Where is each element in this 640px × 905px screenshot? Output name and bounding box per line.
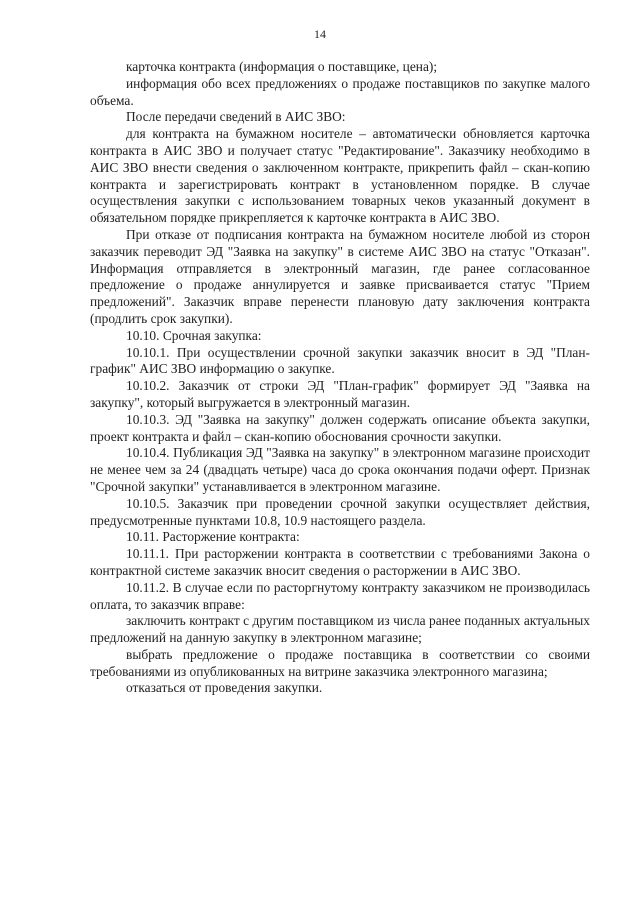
paragraph-paper-contract: для контракта на бумажном носителе – автоматически обновляется карточка контракта в АИС ЗВО и получает статус "Редактирование". Заказчику необходимо в АИС ЗВО внести сведения о заключенном контракте, прикрепить файл – скан-копию контракта и зарегистрировать контракт в установленном порядке. В случае осуществления закупки с использованием товарных чеков указанный документ в обязательном порядке прикрепляется к карточке контракта в АИС ЗВО. bbox=[90, 126, 590, 226]
document-body bbox=[90, 59, 590, 697]
paragraph-option-select: выбрать предложение о продаже поставщика в соответствии со своими требованиями из опубликованных на витрине заказчика электронного магазина; bbox=[90, 646, 590, 679]
page-number: 14 bbox=[314, 27, 326, 41]
paragraph-10-11-2: 10.11.2. В случае если по расторгнутому контракту заказчиком не производилась оплата, то заказчик вправе: bbox=[90, 579, 590, 612]
paragraph-offers-info: информация обо всех предложениях о продаже поставщиков по закупке малого объема. bbox=[90, 75, 590, 108]
paragraph-10-10-3: 10.10.3. ЭД "Заявка на закупку" должен содержать описание объекта закупки, проект контракта и файл – скан-копию обоснования срочности закупки. bbox=[90, 411, 590, 444]
paragraph-10-11-1: 10.11.1. При расторжении контракта в соответствии с требованиями Закона о контрактной системе заказчик вносит сведения о расторжении в АИС ЗВО. bbox=[90, 546, 590, 578]
paragraph-10-10-5: 10.10.5. Заказчик при проведении срочной закупки осуществляет действия, предусмотренные пунктами 10.8, 10.9 настоящего раздела. bbox=[90, 495, 590, 528]
paragraph-10-10-1: 10.10.1. При осуществлении срочной закупки заказчик вносит в ЭД "План-график" АИС ЗВО информацию о закупке. bbox=[90, 344, 590, 377]
heading-10-11: 10.11. Расторжение контракта: bbox=[126, 529, 300, 545]
paragraph-contract-card: карточка контракта (информация о поставщике, цена); bbox=[126, 59, 438, 74]
paragraph-10-10-4: 10.10.4. Публикация ЭД "Заявка на закупку" в электронном магазине происходит не менее чем за 24 (двадцать четыре) часа до срока окончания подачи оферт. Признак "Срочной закупки" устанавливается в электронном магазине. bbox=[90, 445, 590, 494]
paragraph-refusal: При отказе от подписания контракта на бумажном носителе любой из сторон заказчик переводит ЭД "Заявка на закупку" в системе АИС ЗВО на статус "Отказан". Информация отправляется в электронный магазин, где ранее согласованное предложение о продаже аннулируется и заявке присваивается статус "Прием предложений". Заказчик вправе перенести плановую дату заключения контракта (продлить срок закупки). bbox=[90, 226, 590, 326]
heading-10-10: 10.10. Срочная закупка: bbox=[126, 327, 262, 343]
paragraph-option-conclude: заключить контракт с другим поставщиком из числа ранее поданных актуальных предложений на данную закупку в электронном магазине; bbox=[90, 613, 590, 646]
paragraph-10-10-2: 10.10.2. Заказчик от строки ЭД "План-график" формирует ЭД "Заявка на закупку", который выгружается в электронный магазин. bbox=[90, 378, 590, 410]
paragraph-option-refuse: отказаться от проведения закупки. bbox=[126, 680, 323, 696]
paragraph-after-transfer: После передачи сведений в АИС ЗВО: bbox=[126, 109, 346, 125]
